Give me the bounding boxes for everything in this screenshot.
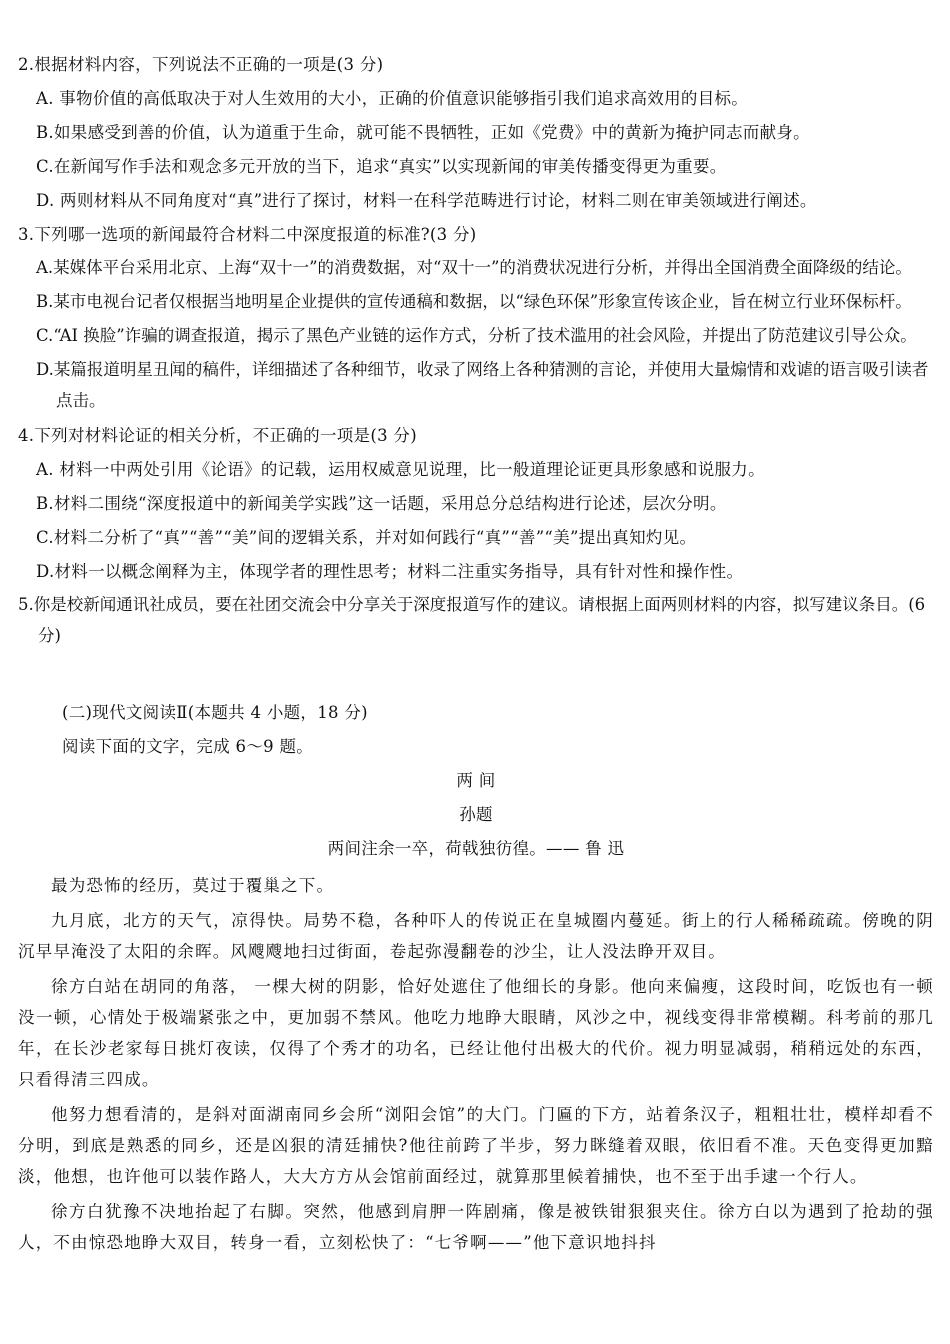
q4-option-c: C.材料二分析了“真”“善”“美”间的逻辑关系，并对如何践行“真”“善”“美”提出真知灼见。 bbox=[36, 528, 697, 547]
story-epigraph: 两间注余一卒，荷戟独彷徨。—— 鲁 迅 bbox=[327, 839, 625, 858]
q3-option-d: D.某篇报道明星丑闻的稿件，详细描述了各种细节，收录了网络上各种猜测的言论，并使用大量煽情和戏谑的语言吸引读者点击。 bbox=[36, 360, 929, 410]
q2-option-a: A. 事物价值的高低取决于对人生效用的大小，正确的价值意识能够指引我们追求高效用的目标。 bbox=[36, 89, 749, 108]
q2-option-d: D. 两则材料从不同角度对“真”进行了探讨，材料一在科学范畴进行讨论，材料二则在审美领域进行阐述。 bbox=[36, 191, 817, 210]
story-paragraph: 九月底，北方的天气，凉得快。局势不稳，各种吓人的传说正在皇城圈内蔓延。街上的行人稀稀疏疏。傍晚的阴沉早早淹没了太阳的余晖。风飕飕地扫过街面，卷起弥漫翻卷的沙尘，让人没法睁开双目。 bbox=[18, 911, 934, 961]
q5-stem: 5.你是校新闻通讯社成员，要在社团交流会中分享关于深度报道写作的建议。请根据上面两则材料的内容，拟写建议条目。(6 分) bbox=[18, 595, 926, 645]
story-title: 两 间 bbox=[456, 771, 496, 790]
exam-page bbox=[18, 48, 934, 1260]
q4-option-a: A. 材料一中两处引用《论语》的记载，运用权威意见说理，比一般道理论证更具形象感和说服力。 bbox=[36, 460, 765, 479]
q4-option-d: D.材料一以概念阐释为主，体现学者的理性思考；材料二注重实务指导，具有针对性和操作性。 bbox=[36, 562, 744, 581]
q3-stem: 3.下列哪一选项的新闻最符合材料二中深度报道的标准?(3 分) bbox=[18, 225, 477, 244]
q4-stem: 4.下列对材料论证的相关分析，不正确的一项是(3 分) bbox=[18, 426, 417, 445]
q2-option-b: B.如果感受到善的价值，认为道重于生命，就可能不畏牺牲，正如《党费》中的黄新为掩护同志而献身。 bbox=[36, 123, 810, 142]
q3-option-b: B.某市电视台记者仅根据当地明星企业提供的宣传通稿和数据，以“绿色环保”形象宣传该企业，旨在树立行业环保标杆。 bbox=[36, 292, 912, 311]
q3-option-c: C.“AI 换脸”诈骗的调查报道，揭示了黑色产业链的运作方式，分析了技术滥用的社会风险，并提出了防范建议引导公众。 bbox=[36, 326, 917, 345]
story-author: 孙题 bbox=[459, 805, 493, 824]
section-gap bbox=[18, 654, 934, 696]
story-paragraph: 徐方白犹豫不决地抬起了右脚。突然，他感到肩胛一阵剧痛，像是被铁钳狠狠夹住。徐方白以为遇到了抢劫的强人，不由惊恐地睁大双目，转身一看，立刻松快了：“七爷啊——”他下意识地抖抖 bbox=[18, 1202, 934, 1252]
q2-stem: 2.根据材料内容，下列说法不正确的一项是(3 分) bbox=[18, 55, 384, 74]
story-paragraph: 徐方白站在胡同的角落， 一棵大树的阴影，恰好处遮住了他细长的身影。他向来偏瘦，这段时间，吃饭也有一顿没一顿，心情处于极端紧张之中，更加弱不禁风。他吃力地睁大眼睛，风沙之中，视线变得非常模糊。科考前的那几年，在长沙老家每日挑灯夜读，仅得了个秀才的功名，已经让他付出极大的代价。视力明显减弱，稍稍远处的东西，只看得清三四成。 bbox=[18, 977, 934, 1089]
section-heading: (二)现代文阅读Ⅱ(本题共 4 小题，18 分) bbox=[62, 703, 368, 722]
q2-option-c: C.在新闻写作手法和观念多元开放的当下，追求“真实”以实现新闻的审美传播变得更为重要。 bbox=[36, 157, 727, 176]
q4-option-b: B.材料二围绕“深度报道中的新闻美学实践”这一话题，采用总分总结构进行论述，层次分明。 bbox=[36, 494, 727, 513]
q3-option-a: A.某媒体平台采用北京、上海“双十一”的消费数据，对“双十一”的消费状况进行分析，并得出全国消费全面降级的结论。 bbox=[36, 258, 912, 277]
story-paragraph: 最为恐怖的经历，莫过于覆巢之下。 bbox=[51, 876, 335, 895]
section-instruction: 阅读下面的文字，完成 6～9 题。 bbox=[62, 737, 314, 756]
story-paragraph: 他努力想看清的，是斜对面湖南同乡会所“浏阳会馆”的大门。门匾的下方，站着条汉子，粗粗壮壮，模样却看不分明，到底是熟悉的同乡，还是凶狠的清廷捕快?他往前跨了半步，努力眯缝着双眼，依旧看不准。天色变得更加黯淡，他想，也许他可以装作路人，大大方方从会馆前面经过，就算那里候着捕快，也不至于出手逮一个行人。 bbox=[18, 1105, 934, 1186]
